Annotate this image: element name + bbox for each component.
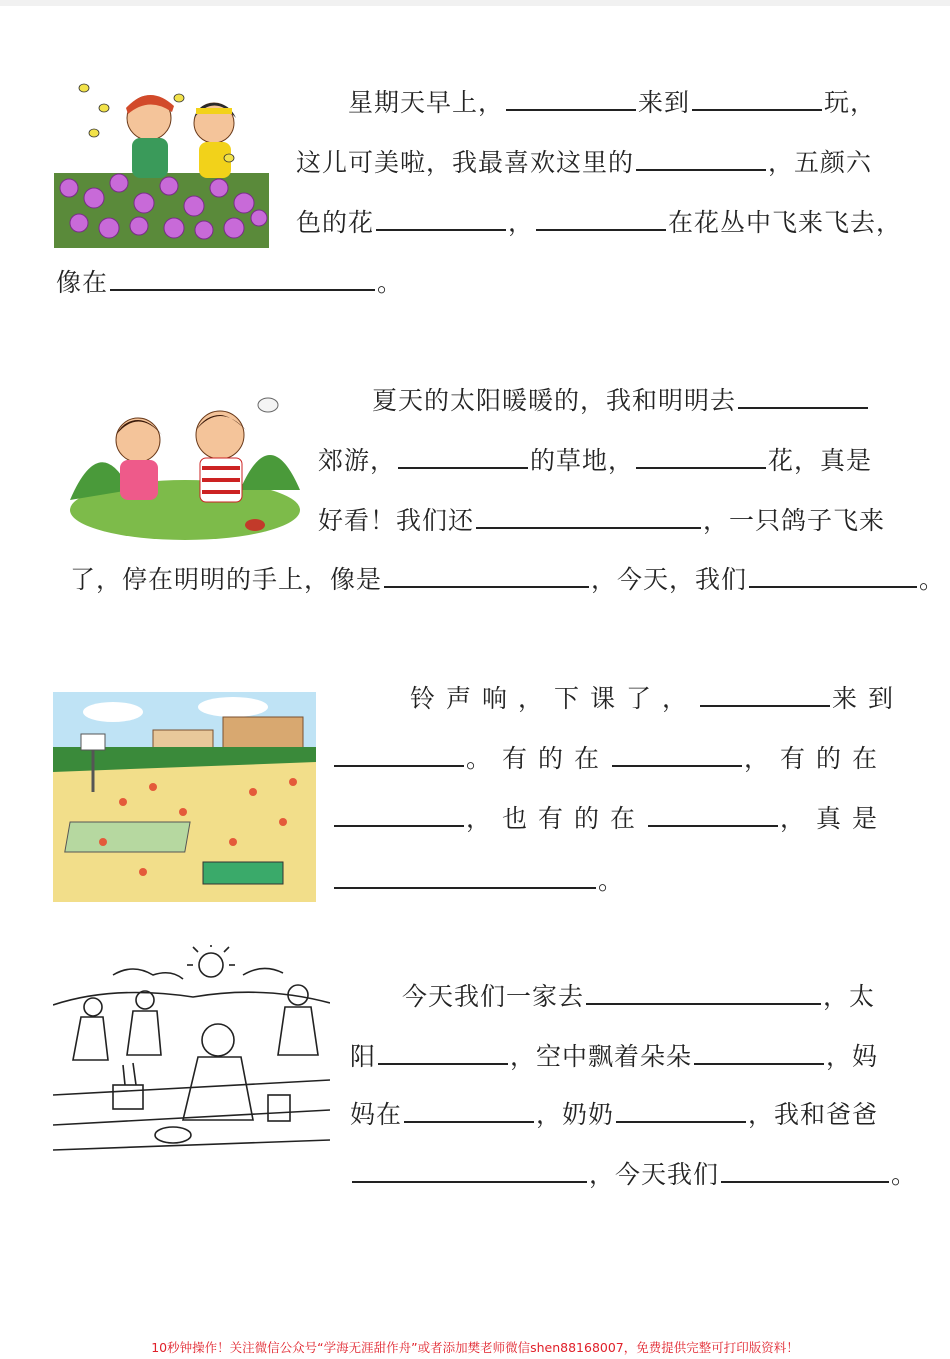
- answer-blank[interactable]: [636, 445, 766, 469]
- sentence-text: ，今天我们: [589, 1160, 720, 1189]
- sentence-text: 这儿可美啦，我最喜欢这里的: [296, 148, 635, 177]
- text-line: [318, 504, 885, 538]
- sentence-text: 阳: [350, 1042, 377, 1071]
- answer-blank[interactable]: [749, 564, 917, 588]
- sentence-text: ，空中飘着朵朵: [510, 1042, 693, 1071]
- text-line: [410, 682, 904, 716]
- answer-blank[interactable]: [636, 147, 766, 171]
- sentence-text: 来到: [832, 684, 905, 713]
- text-line: [296, 206, 902, 240]
- answer-blank[interactable]: [384, 564, 589, 588]
- answer-blank[interactable]: [334, 803, 464, 827]
- answer-blank[interactable]: [721, 1159, 889, 1183]
- sentence-text: 妈在: [350, 1100, 403, 1129]
- answer-blank[interactable]: [476, 505, 701, 529]
- sentence-text: 星期天早上，: [348, 88, 505, 117]
- text-line: [350, 1040, 878, 1074]
- promo-footer: 10秒钟操作！关注微信公众号“学海无涯甜作舟”或者添加樊老师微信shen88168007，免费提供完整可打印版资料！: [151, 1340, 799, 1355]
- text-line: [350, 1098, 878, 1132]
- text-line: [332, 802, 888, 836]
- sentence-text: 色的花: [296, 208, 375, 237]
- text-line: [402, 980, 875, 1014]
- answer-blank[interactable]: [586, 981, 821, 1005]
- answer-blank[interactable]: [700, 683, 830, 707]
- sentence-text: 像在: [56, 268, 109, 297]
- answer-blank[interactable]: [612, 743, 742, 767]
- sentence-text: ，五颜六: [768, 148, 873, 177]
- text-line: [372, 384, 870, 418]
- sentence-text: ，我和爸爸: [748, 1100, 879, 1129]
- sentence-text: ，一只鸽子飞来: [703, 506, 886, 535]
- answer-blank[interactable]: [506, 87, 636, 111]
- sentence-text: 。: [377, 268, 404, 297]
- family-picnic-line-drawing: [53, 945, 330, 1165]
- sentence-text: 。: [891, 1160, 918, 1189]
- answer-blank[interactable]: [352, 1159, 587, 1183]
- sentence-text: 今天我们一家去: [402, 982, 585, 1011]
- sentence-text: 铃声响，下课了，: [410, 684, 699, 713]
- sentence-text: 郊游，: [318, 446, 397, 475]
- text-line: [350, 1158, 917, 1192]
- text-line: [318, 444, 872, 478]
- sentence-text: 好看！我们还: [318, 506, 475, 535]
- sentence-text: 的草地，: [530, 446, 635, 475]
- sentence-text: 在花丛中飞来飞去，: [668, 208, 903, 237]
- answer-blank[interactable]: [616, 1099, 746, 1123]
- answer-blank[interactable]: [398, 445, 528, 469]
- sentence-text: ，有的在: [744, 744, 889, 773]
- answer-blank[interactable]: [738, 385, 868, 409]
- answer-blank[interactable]: [378, 1041, 508, 1065]
- text-line: [348, 86, 876, 120]
- schoolyard-recess-illustration: [53, 692, 316, 902]
- answer-blank[interactable]: [648, 803, 778, 827]
- sentence-text: ，真是: [780, 804, 889, 833]
- answer-blank[interactable]: [376, 207, 506, 231]
- sentence-text: ，奶奶: [536, 1100, 615, 1129]
- answer-blank[interactable]: [694, 1041, 824, 1065]
- answer-blank[interactable]: [334, 743, 464, 767]
- sentence-text: 花，真是: [768, 446, 873, 475]
- children-flowers-illustration: [54, 78, 269, 248]
- sentence-text: ，妈: [826, 1042, 879, 1071]
- sentence-text: 夏天的太阳暖暖的，我和明明去: [372, 386, 737, 415]
- sentence-text: 。有的在: [466, 744, 611, 773]
- text-line: [56, 266, 403, 300]
- sentence-text: 了，停在明明的手上，像是: [70, 565, 383, 594]
- answer-blank[interactable]: [334, 865, 596, 889]
- page-top-border: [0, 0, 950, 6]
- sentence-text: 玩，: [824, 88, 877, 117]
- sentence-text: 。: [919, 565, 946, 594]
- answer-blank[interactable]: [404, 1099, 534, 1123]
- text-line: [332, 864, 624, 898]
- answer-blank[interactable]: [692, 87, 822, 111]
- sentence-text: 来到: [638, 88, 691, 117]
- sentence-text: ，也有的在: [466, 804, 647, 833]
- text-line: [296, 146, 872, 180]
- answer-blank[interactable]: [110, 267, 375, 291]
- answer-blank[interactable]: [536, 207, 666, 231]
- sentence-text: ，: [508, 208, 535, 237]
- sentence-text: 。: [598, 866, 625, 895]
- sentence-text: ，太: [823, 982, 876, 1011]
- children-picnic-dove-illustration: [70, 390, 300, 540]
- text-line: [70, 563, 945, 597]
- text-line: [332, 742, 888, 776]
- sentence-text: ，今天，我们: [591, 565, 748, 594]
